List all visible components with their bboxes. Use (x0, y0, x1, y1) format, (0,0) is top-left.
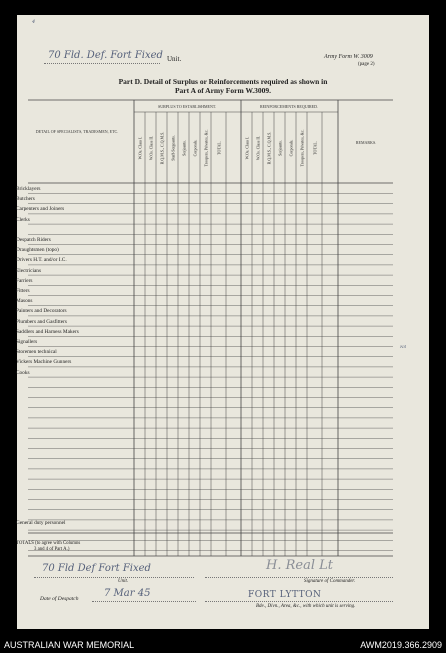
reinforcement-col-header: Troopers, Privates, &c. (299, 129, 304, 167)
trade-row-label: Plumbers and Gasfitters (16, 318, 67, 325)
detail-header: DETAIL OF SPECIALISTS, TRADESMEN, ETC. (35, 129, 119, 134)
credit-accession: AWM2019.366.2909 (360, 640, 442, 650)
trade-row-label: Fitters (16, 288, 30, 294)
totals-label-line1: TOTALS (to agree with Columns (16, 541, 81, 546)
unit-label: Unit. (167, 55, 182, 63)
page-reference: (page 2) (358, 62, 375, 67)
corner-mark: 4 (32, 19, 36, 25)
trade-row-label: Storemen technical (16, 349, 57, 356)
date-label: Date of Despatch (40, 596, 79, 602)
trade-row-label: Saddlers and Harness Makers (16, 328, 79, 335)
surplus-col-header: R.Q.M.S., C.Q.M.S. (159, 131, 164, 165)
general-duty-label: General duty personnel (16, 520, 66, 526)
trade-row-label: Despatch Riders (16, 237, 51, 243)
surplus-col-header: Corporals. (192, 139, 197, 157)
location-handwritten: FORT LYTTON (248, 590, 322, 600)
remarks-mark: Nil (400, 344, 407, 349)
footer-unit-label: Unit. (118, 579, 129, 584)
surplus-col-header: Serjeants. (181, 140, 186, 156)
location-label: Bde., Divn., Area, &c., with which unit is serving. (256, 604, 356, 609)
reinforcement-col-header: TOTAL. (312, 141, 317, 155)
trade-row-label: Cooks (16, 369, 30, 376)
totals-label-line2: 3 and 4 of Part A.) (34, 547, 70, 552)
reinforcement-col-header: R.Q.M.S., C.Q.M.S. (266, 131, 271, 165)
surplus-col-header: Troopers, Privates, &c. (203, 129, 208, 167)
trade-row-label: Carpenters and Joiners (16, 206, 65, 213)
trade-row-label: Draughtsmen (topo) (16, 247, 59, 254)
location-line (205, 601, 393, 602)
surplus-col-header: W.Os. Class I. (137, 136, 142, 160)
trade-row-label: Bricklayers (16, 186, 41, 192)
trade-row-label: Electricians (16, 267, 41, 274)
date-line (92, 601, 196, 602)
date-handwritten: 7 Mar 45 (104, 588, 151, 599)
form-reference: Army Form W. 3009 (324, 54, 373, 60)
trade-row-label: Farriers (16, 277, 33, 284)
surplus-col-header: W.Os. Class II. (148, 135, 153, 161)
commander-signature: H. Real Lt (266, 558, 333, 573)
credit-institution: AUSTRALIAN WAR MEMORIAL (4, 640, 135, 650)
surplus-col-header: TOTAL. (216, 141, 221, 155)
reinforcement-col-header: Corporals. (288, 139, 293, 157)
signature-line (205, 577, 393, 578)
trade-row-label: Butchers (16, 196, 35, 203)
trade-row-label: Painters and Decorators (16, 308, 67, 315)
trade-row-label: Signallers (16, 339, 38, 345)
reinforcement-col-header: Serjeants. (277, 140, 282, 156)
surplus-header: SURPLUS TO ESTABLISHMENT. (157, 104, 217, 109)
signature-label: Signature of Commander. (304, 579, 356, 584)
reinforcements-header: REINFORCEMENTS REQUIRED. (259, 104, 318, 109)
trade-row-label: Clerks (16, 216, 30, 223)
footer-unit-line (34, 577, 194, 578)
form-title-line1: Part D. Detail of Surplus or Reinforcements required as shown in (118, 77, 328, 86)
trade-row-label: Masons (16, 298, 33, 305)
reinforcement-col-header: W.Os. Class II. (255, 135, 260, 161)
remarks-header: REMARKS. (355, 140, 377, 145)
unit-handwritten: 70 Fld. Def. Fort Fixed (48, 50, 163, 61)
form-title-line2: Part A of Army Form W.3009. (174, 86, 272, 95)
reinforcement-col-header: W.Os. Class I. (244, 136, 249, 160)
footer-unit-handwritten: 70 Fld Def Fort Fixed (42, 563, 151, 574)
trade-row-label: Vickers Machine Gunners (16, 359, 72, 366)
trade-row-label: Drivers H.T. and/or I.C. (16, 257, 67, 264)
surplus-col-header: Staff-Sergeants. (170, 135, 175, 161)
